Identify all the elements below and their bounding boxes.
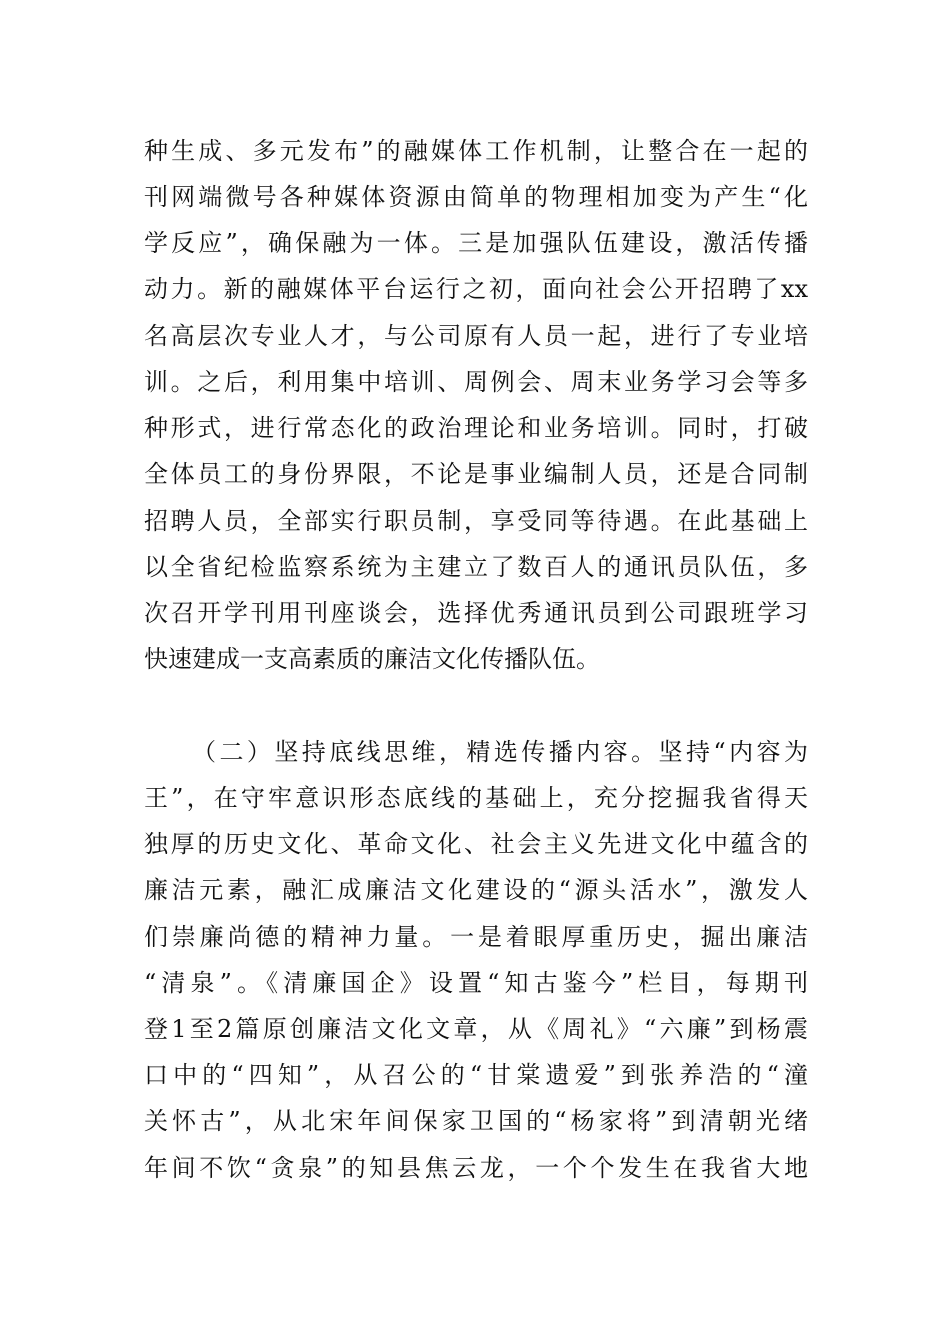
text-line: 招聘人员，全部实行职员制，享受同等待遇。在此基础上 (144, 507, 808, 535)
text-line: 种生成、多元发布”的融媒体工作机制，让整合在一起的 (144, 137, 808, 165)
text-line: 快速建成一支高素质的廉洁文化传播队伍。 (144, 645, 600, 673)
text-line: 们崇廉尚德的精神力量。一是着眼厚重历史，掘出廉洁 (144, 923, 808, 951)
text-line: “清泉”。《清廉国企》设置“知古鉴今”栏目，每期刊 (144, 969, 808, 997)
text-line: 刊网端微号各种媒体资源由简单的物理相加变为产生“化 (144, 183, 808, 211)
section-heading-line: （二）坚持底线思维，精选传播内容。坚持“内容为 (192, 738, 808, 766)
text-line: 训。之后，利用集中培训、周例会、周末业务学习会等多 (144, 368, 808, 396)
text-line: 独厚的历史文化、革命文化、社会主义先进文化中蕴含的 (144, 830, 808, 858)
text-line: 全体员工的身份界限，不论是事业编制人员，还是合同制 (144, 460, 808, 488)
text-line: 名高层次专业人才，与公司原有人员一起，进行了专业培 (144, 322, 808, 350)
text-line: 登1至2篇原创廉洁文化文章，从《周礼》“六廉”到杨震 (144, 1015, 808, 1043)
text-line: 关怀古”，从北宋年间保家卫国的“杨家将”到清朝光绪 (144, 1107, 808, 1135)
text-line: 廉洁元素，融汇成廉洁文化建设的“源头活水”，激发人 (144, 876, 808, 904)
text-line: 王”，在守牢意识形态底线的基础上，充分挖掘我省得天 (144, 784, 808, 812)
text-line: 学反应”，确保融为一体。三是加强队伍建设，激活传播 (144, 229, 808, 257)
text-line: 种形式，进行常态化的政治理论和业务培训。同时，打破 (144, 414, 808, 442)
text-line: 以全省纪检监察系统为主建立了数百人的通讯员队伍，多 (144, 553, 808, 581)
text-line: 口中的“四知”，从召公的“甘棠遗爱”到张养浩的“潼 (144, 1061, 808, 1089)
text-line: 动力。新的融媒体平台运行之初，面向社会公开招聘了xx (144, 275, 808, 303)
text-line: 次召开学刊用刊座谈会，选择优秀通讯员到公司跟班学习 (144, 599, 808, 627)
text-line: 年间不饮“贪泉”的知县焦云龙，一个个发生在我省大地 (144, 1154, 808, 1182)
